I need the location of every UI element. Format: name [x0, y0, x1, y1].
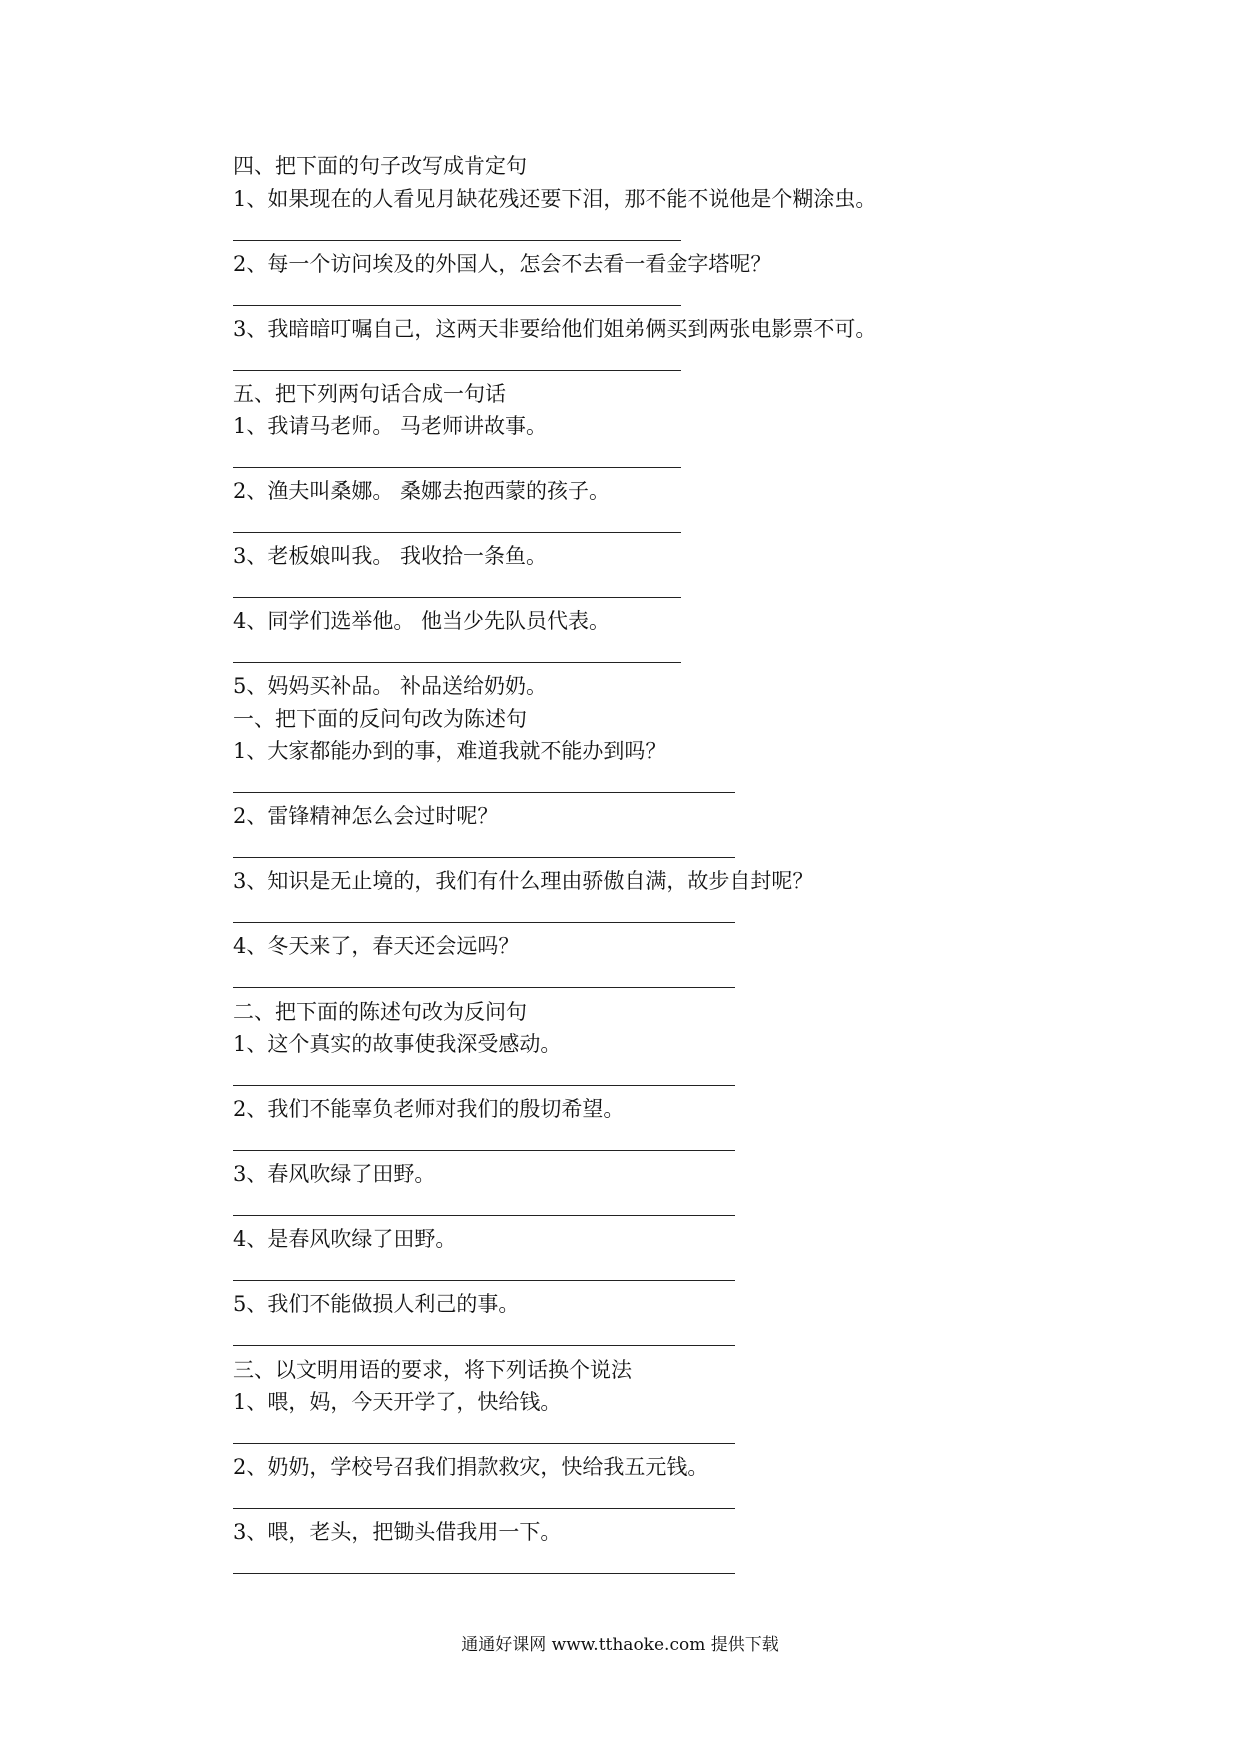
- answer-line: [233, 1508, 735, 1509]
- answer-line: [233, 1345, 735, 1346]
- answer-line: [233, 1150, 735, 1151]
- page-footer: 通通好课网 www.tthaoke.com 提供下载: [461, 1635, 779, 1655]
- question-item: 1、我请马老师。 马老师讲故事。: [233, 414, 548, 438]
- answer-line: [233, 857, 735, 858]
- answer-line: [233, 1443, 735, 1444]
- question-item: 3、喂，老头，把锄头借我用一下。: [233, 1520, 562, 1544]
- question-item: 3、知识是无止境的，我们有什么理由骄傲自满，故步自封呢？: [233, 869, 814, 893]
- question-item: 2、我们不能辜负老师对我们的殷切希望。: [233, 1097, 625, 1121]
- answer-line: [233, 987, 735, 988]
- question-item: 3、老板娘叫我。 我收拾一条鱼。: [233, 544, 548, 568]
- answer-line: [233, 597, 681, 598]
- answer-line: [233, 532, 681, 533]
- answer-line: [233, 662, 681, 663]
- answer-line: [233, 370, 681, 371]
- answer-line: [233, 792, 735, 793]
- answer-line: [233, 1573, 735, 1574]
- question-item: 1、如果现在的人看见月缺花残还要下泪，那不能不说他是个糊涂虫。: [233, 187, 877, 211]
- question-item: 2、每一个访问埃及的外国人，怎会不去看一看金字塔呢？: [233, 252, 772, 276]
- section-heading: 四、把下面的句子改写成肯定句: [233, 154, 527, 178]
- answer-line: [233, 240, 681, 241]
- question-item: 5、妈妈买补品。 补品送给奶奶。: [233, 674, 548, 698]
- question-item: 2、奶奶，学校号召我们捐款救灾，快给我五元钱。: [233, 1455, 709, 1479]
- question-item: 1、大家都能办到的事，难道我就不能办到吗？: [233, 739, 667, 763]
- section-heading: 一、把下面的反问句改为陈述句: [233, 707, 527, 731]
- question-item: 4、是春风吹绿了田野。: [233, 1227, 457, 1251]
- question-item: 1、喂，妈，今天开学了，快给钱。: [233, 1390, 562, 1414]
- section-heading: 二、把下面的陈述句改为反问句: [233, 1000, 527, 1024]
- answer-line: [233, 1280, 735, 1281]
- section-heading: 五、把下列两句话合成一句话: [233, 382, 506, 406]
- question-item: 5、我们不能做损人利己的事。: [233, 1292, 520, 1316]
- question-item: 4、同学们选举他。 他当少先队员代表。: [233, 609, 611, 633]
- question-item: 1、这个真实的故事使我深受感动。: [233, 1032, 562, 1056]
- question-item: 2、渔夫叫桑娜。 桑娜去抱西蒙的孩子。: [233, 479, 611, 503]
- question-item: 4、冬天来了，春天还会远吗？: [233, 934, 520, 958]
- answer-line: [233, 305, 681, 306]
- answer-line: [233, 1085, 735, 1086]
- answer-line: [233, 467, 681, 468]
- section-heading: 三、以文明用语的要求，将下列话换个说法: [233, 1358, 632, 1382]
- answer-line: [233, 1215, 735, 1216]
- answer-line: [233, 922, 735, 923]
- question-item: 2、雷锋精神怎么会过时呢？: [233, 804, 499, 828]
- question-item: 3、春风吹绿了田野。: [233, 1162, 436, 1186]
- question-item: 3、我暗暗叮嘱自己，这两天非要给他们姐弟俩买到两张电影票不可。: [233, 317, 877, 341]
